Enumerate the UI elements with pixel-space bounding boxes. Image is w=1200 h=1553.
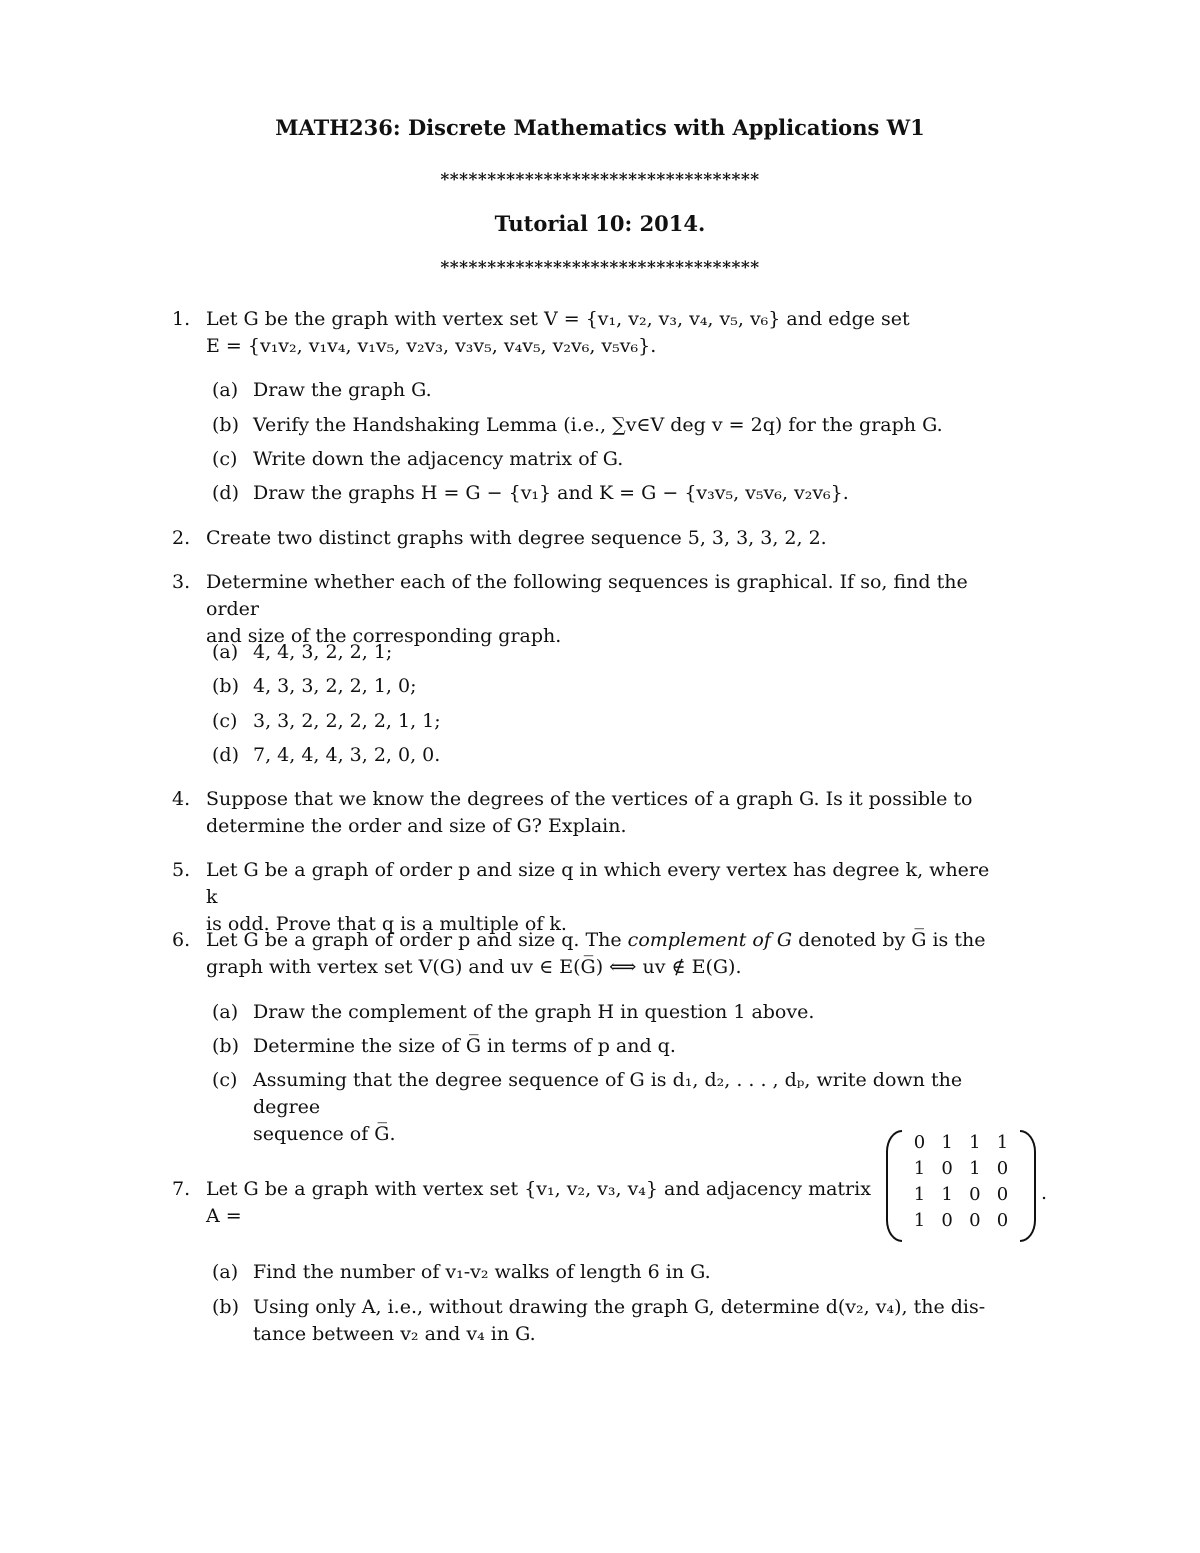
- question-6-part-a: [212, 999, 992, 1026]
- part-label: (b): [212, 1035, 239, 1057]
- question-3-part-a: [212, 639, 992, 666]
- question-text: determine the order and size of G? Explain.: [206, 815, 627, 837]
- part-text: Verify the Handshaking Lemma (i.e., ∑v∈V deg v = 2q) for the graph G.: [253, 414, 943, 436]
- matrix-cell: 0: [913, 1132, 926, 1153]
- matrix-cell: 1: [941, 1132, 953, 1153]
- question-1-part-a: [212, 377, 992, 404]
- part-text: 3, 3, 2, 2, 2, 2, 1, 1;: [253, 710, 441, 732]
- part-text: Draw the graph G.: [253, 379, 432, 401]
- matrix-row: [906, 1184, 1016, 1205]
- question-2: [172, 525, 992, 552]
- question-3: [172, 569, 992, 650]
- question-text: Create two distinct graphs with degree sequence 5, 3, 3, 3, 2, 2.: [206, 527, 827, 549]
- matrix-cell: 0: [969, 1210, 981, 1231]
- question-3-part-b: [212, 673, 992, 700]
- question-text: [206, 927, 992, 954]
- part-label: (c): [212, 448, 238, 470]
- part-text: Find the number of v₁-v₂ walks of length 6 in G.: [253, 1261, 711, 1283]
- course-title: MATH236: Discrete Mathematics with Applications W1: [275, 115, 925, 140]
- part-label: (a): [212, 1261, 239, 1283]
- matrix-row: [906, 1158, 1016, 1179]
- question-text-part: denoted by G̅ is the: [792, 929, 986, 951]
- matrix-right-paren: [1020, 1130, 1036, 1242]
- question-7-part-a: [212, 1259, 992, 1286]
- adjacency-matrix: [886, 1130, 1036, 1240]
- part-label: (a): [212, 641, 239, 663]
- question-text: Let G be the graph with vertex set V = {v₁, v₂, v₃, v₄, v₅, v₆} and edge set: [206, 308, 910, 330]
- question-6: [172, 927, 992, 981]
- matrix-period: .: [1041, 1182, 1048, 1204]
- question-text: Determine whether each of the following sequences is graphical. If so, find the order: [206, 571, 968, 620]
- part-label: (a): [212, 1001, 239, 1023]
- matrix-row: [906, 1132, 1016, 1153]
- emphasis-term: complement of G: [627, 929, 793, 951]
- part-text: Using only A, i.e., without drawing the graph G, determine d(v₂, v₄), the dis-: [253, 1296, 986, 1318]
- part-text: sequence of G̅.: [253, 1123, 396, 1145]
- matrix-cell: 1: [969, 1158, 981, 1179]
- question-number: 3.: [172, 571, 191, 593]
- matrix-cell: 1: [969, 1132, 981, 1153]
- matrix-cell: 1: [913, 1184, 926, 1205]
- matrix-cell: 0: [941, 1210, 953, 1231]
- matrix-cell: 1: [996, 1132, 1009, 1153]
- question-text: Suppose that we know the degrees of the vertices of a graph G. Is it possible to: [206, 788, 973, 810]
- part-label: (c): [212, 710, 238, 732]
- question-4: [172, 786, 992, 840]
- question-text: and size of the corresponding graph.: [206, 625, 562, 647]
- part-text: Assuming that the degree sequence of G is d₁, d₂, . . . , dₚ, write down the degree: [253, 1069, 963, 1118]
- question-number: 1.: [172, 308, 191, 330]
- matrix-cell: 0: [996, 1158, 1009, 1179]
- part-label: (b): [212, 1296, 239, 1318]
- matrix-cell: 0: [969, 1184, 981, 1205]
- question-text: Let G be a graph of order p and size q in which every vertex has degree k, where k: [206, 859, 990, 908]
- question-text: Let G be a graph with vertex set {v₁, v₂, v₃, v₄} and adjacency matrix A =: [206, 1178, 871, 1227]
- question-7-part-b: [212, 1294, 992, 1348]
- part-text: Write down the adjacency matrix of G.: [253, 448, 624, 470]
- question-number: 7.: [172, 1178, 191, 1200]
- question-3-part-d: [212, 742, 992, 769]
- part-text: tance between v₂ and v₄ in G.: [253, 1323, 536, 1345]
- question-number: 4.: [172, 788, 191, 810]
- part-text: 7, 4, 4, 4, 3, 2, 0, 0.: [253, 744, 441, 766]
- part-text: Draw the complement of the graph H in question 1 above.: [253, 1001, 815, 1023]
- part-text: 4, 3, 3, 2, 2, 1, 0;: [253, 675, 417, 697]
- question-7: [172, 1176, 882, 1230]
- matrix-cell: 0: [996, 1184, 1009, 1205]
- matrix-cell: 0: [941, 1158, 953, 1179]
- part-label: (c): [212, 1069, 238, 1091]
- part-label: (d): [212, 482, 239, 504]
- question-text-part: Let G be a graph of order p and size q. The: [206, 929, 628, 951]
- question-text: graph with vertex set V(G) and uv ∈ E(G̅) ⟺ uv ∉ E(G).: [206, 956, 742, 978]
- separator-stars-top: **********************************: [440, 170, 760, 190]
- part-label: (a): [212, 379, 239, 401]
- question-number: 6.: [172, 929, 191, 951]
- separator-stars-bottom: **********************************: [440, 258, 760, 278]
- part-text: Determine the size of G̅ in terms of p and q.: [253, 1035, 676, 1057]
- part-text: Draw the graphs H = G − {v₁} and K = G − {v₃v₅, v₅v₆, v₂v₆}.: [253, 482, 849, 504]
- matrix-cell: 0: [996, 1210, 1009, 1231]
- matrix-cell: 1: [941, 1184, 953, 1205]
- question-3-part-c: [212, 708, 992, 735]
- matrix-row: [906, 1210, 1016, 1231]
- part-label: (b): [212, 675, 239, 697]
- part-text: 4, 4, 3, 2, 2, 1;: [253, 641, 393, 663]
- matrix-cell: 1: [913, 1158, 926, 1179]
- tutorial-title: Tutorial 10: 2014.: [494, 211, 706, 236]
- matrix-left-paren: [886, 1130, 902, 1242]
- part-label: (b): [212, 414, 239, 436]
- question-1-part-c: [212, 446, 992, 473]
- question-text: is odd. Prove that q is a multiple of k.: [206, 913, 567, 935]
- question-6-part-c: [212, 1067, 992, 1148]
- question-5: [172, 857, 992, 938]
- question-number: 2.: [172, 527, 191, 549]
- question-1-part-d: [212, 480, 992, 507]
- part-label: (d): [212, 744, 239, 766]
- question-6-part-b: [212, 1033, 992, 1060]
- question-number: 5.: [172, 859, 191, 881]
- question-1: [172, 306, 992, 360]
- question-text: E = {v₁v₂, v₁v₄, v₁v₅, v₂v₃, v₃v₅, v₄v₅, v₂v₆, v₅v₆}.: [206, 335, 657, 357]
- matrix-cell: 1: [913, 1210, 926, 1231]
- question-1-part-b: [212, 412, 992, 439]
